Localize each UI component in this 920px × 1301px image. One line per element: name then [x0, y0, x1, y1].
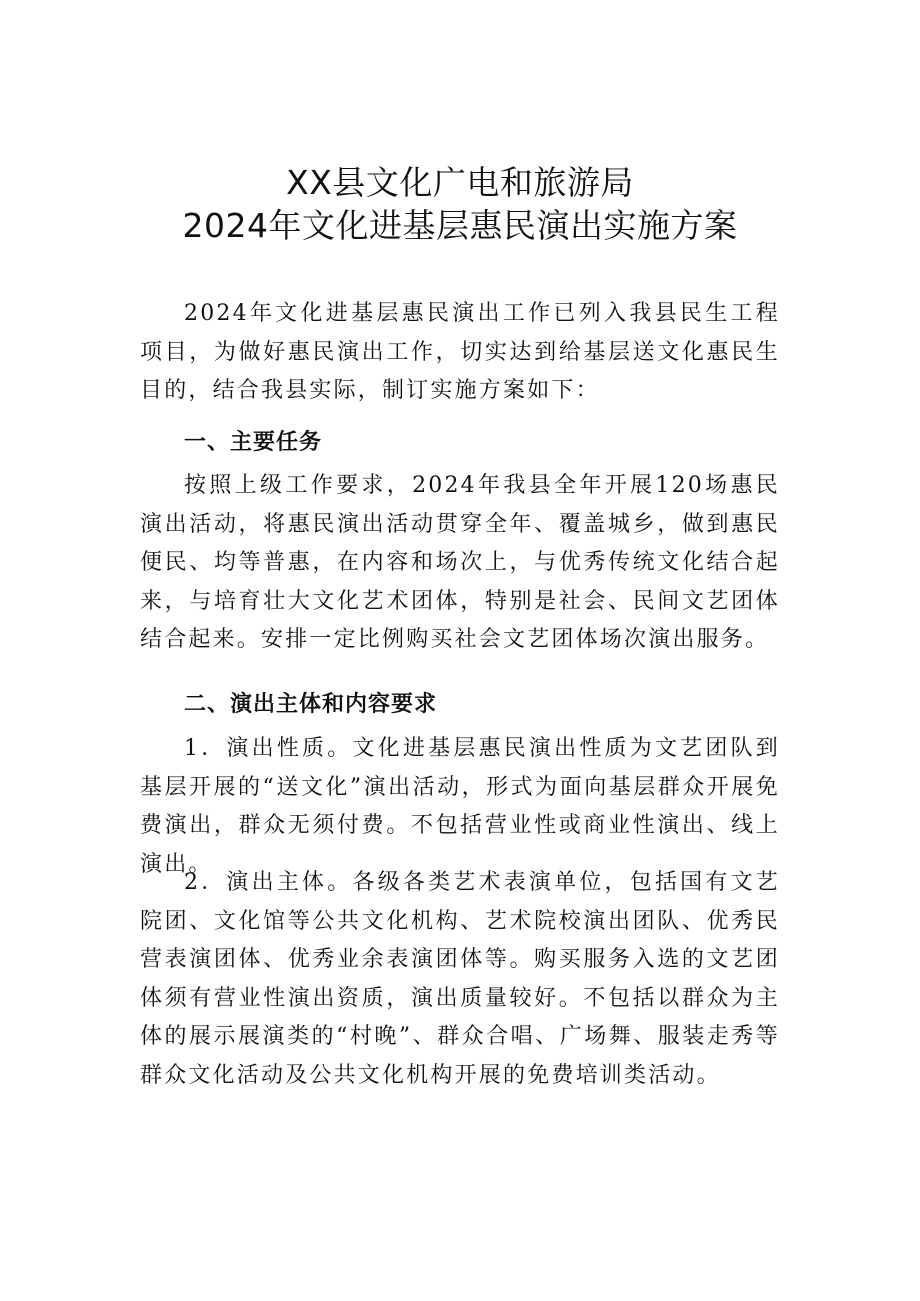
document-title-line2: 2024年文化进基层惠民演出实施方案 [182, 206, 738, 245]
section2-item2-paragraph: 2．演出主体。各级各类艺术表演单位，包括国有文艺院团、文化馆等公共文化机构、艺术院校演出团队、优秀民营表演团体、优秀业余表演团体等。购买服务入选的文艺团体须有营业性演出资质，演出质量较好。不包括以群众为主体的展示展演类的“村晚”、群众合唱、广场舞、服装走秀等群众文化活动及公共文化机构开展的免费培训类活动。 [140, 870, 780, 1088]
section2-item1-paragraph: 1．演出性质。文化进基层惠民演出性质为文艺团队到基层开展的“送文化”演出活动，形式为面向基层群众开展免费演出，群众无须付费。不包括营业性或商业性演出、线上演出。 [140, 736, 780, 877]
document-title-line1: XX县文化广电和旅游局 [286, 163, 634, 202]
section1-paragraph: 按照上级工作要求，2024年我县全年开展120场惠民演出活动，将惠民演出活动贯穿全年、覆盖城乡，做到惠民便民、均等普惠，在内容和场次上，与优秀传统文化结合起来，与培育壮大文化艺术团体，特别是社会、民间文艺团体结合起来。安排一定比例购买社会文艺团体场次演出服务。 [140, 473, 780, 652]
section2-heading: 二、演出主体和内容要求 [184, 692, 438, 717]
intro-paragraph: 2024年文化进基层惠民演出工作已列入我县民生工程项目，为做好惠民演出工作，切实达到给基层送文化惠民生目的，结合我县实际，制订实施方案如下： [140, 301, 780, 403]
section1-heading: 一、主要任务 [184, 430, 323, 455]
